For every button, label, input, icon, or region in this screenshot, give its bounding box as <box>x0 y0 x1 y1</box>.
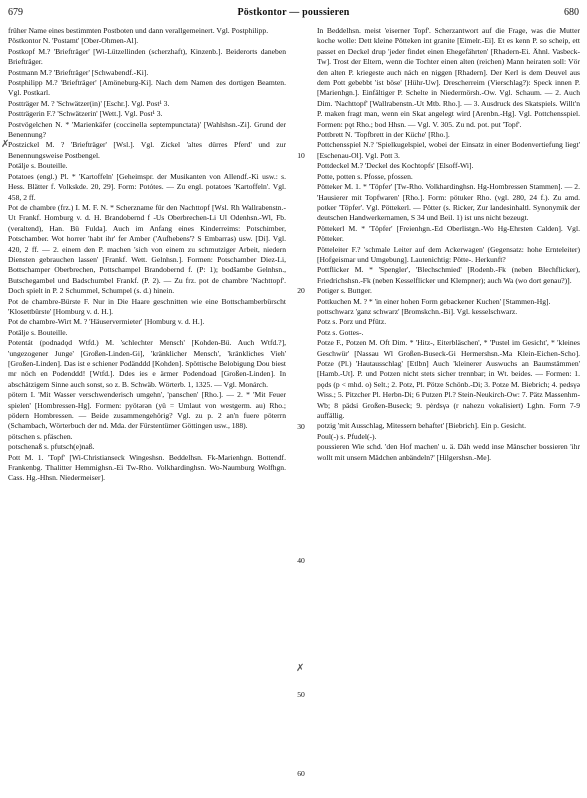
entry: Pottkuchen M. ? * 'in einer hohen Form gebackener Kuchen' [Stammen-Hg]. <box>317 296 551 306</box>
line-number: 10 <box>297 151 305 160</box>
right-column <box>317 26 580 790</box>
entry: Pott M. 1. 'Topf' [Wi-Christianseck Wingeshsn. Beddelhsn. Fk-Marienhgn. Bottendf. Frankenbg. Thalitter Hemmighsn.-Ei Tw-Rho. Volkhardinghsn. Wo-Naumburg Wolfhgn. Cass. Hg.-Hhsn. Niedermeiser]. <box>8 452 286 483</box>
line-number: 30 <box>297 422 305 431</box>
entry: Pötteker M. 1. * 'Töpfer' [Tw-Rho. Volkhardinghsn. Hg-Hombressen Stammen]. — 2. 'Hausierer mit Topfwaren' [Rho.]. Form: pötuker Rho. (vgl. 280, 24 f.). Zu amd. potker 'Töpfer'. Vgl. Pöttekerl. — Pötter (s. Ricker, Zur landesinhaltl. Synonymik der deutschen Handwerkernamen, S 34 und Beil. 1) ist uns nicht bezeugt. <box>317 182 580 223</box>
line-number: 60 <box>297 769 305 778</box>
entry: Potiger s. Buttger. <box>317 286 372 296</box>
entry: Pottchensspiel N.? 'Spielkugelspiel, wobei der Einsatz in einer Bodenvertiefung liegt' [Eschenau-Ol]. Vgl. Pott 3. <box>317 140 580 160</box>
entry: Potz s. Porz und Pfütz. <box>317 317 387 327</box>
line-number-gutter <box>291 26 313 790</box>
entry: Pottdeckel M.? 'Deckel des Kochtopfs' [Elsoff-Wi]. <box>317 161 474 171</box>
entry: Postvögelchen N. * 'Marienkäfer (coccinella septempunctata)' [Wahlshsn.-Zi]. Grund der Benennung? <box>8 119 286 140</box>
entry: Potälje s. Bouteille. <box>8 327 68 337</box>
entry: Potälje s. Bouteille. <box>8 161 68 171</box>
entry: pötschen s. pfäschen. <box>8 431 73 441</box>
entry: potschenaß s. pfutsch(e)naß. <box>8 442 95 452</box>
entry: Pötteleiter F.? 'schmale Leiter auf dem Ackerwagen' (Gegensatz: hohe Ernteleiter) [Hofgeismar und Umgebung]. Lautenichtig: Pötte-. Herkunft? <box>317 244 580 264</box>
entry: In Beddelhsn. meist 'eiserner Topf'. Scherzantwort auf die Frage, was die Mutter koche wolle: Dett kleine Pötteken int granite [Eimelr.-Ei]. Et es kenn P. so scheip, ett passet en Deckel drup 'jeder findet einen Ehegefährten' [Rhadern-Ei. Ähnl. Vasbeck-Tw]. Trost der Eltern, wenn die Tochter einen alten (reichen) Mann heiraten soll: Vör den alten P. kriegeste auch nách en niggen [Rhadern]. Der Kerl is dem Deuvel aus dem Pott gebebbt 'ist böse' [Hühr-Uw]. Drescherreim (Vierschlag?): Speck innen P. [Marienhgn.]. Einfältiger P. Schelte in Niedermörsh.-Ow. Vgl. Schaum. — 2. Auch Dim. 'Nachttopf' [Wallrabenstn.-Ut Mtb. Rho.]. — 3. Ausdruck des Skatspiels. Willt'n P. maken fragt man, wenn ein Skat angelegt wird [Arenbn.-Hg]. Vgl. Pottchensspiel. Formen: pǫt Rho.; bod Hhsn. — Vgl. V. 305. Zu nd. pot. put 'Topf'. <box>317 26 580 129</box>
entry: Postmann M.? 'Briefträger' [Schwabendf.-Ki]. <box>8 67 149 77</box>
entry: Poul(-) s. Pfudel(-). <box>317 431 377 441</box>
page-number-left: 679 <box>8 7 23 18</box>
entry: Pottflicker M. * 'Spengler', 'Blechschmied' [Rodenb.-Fk (neben Blechflicker), Friedrichshsn.-Fk (neben Kesselflicker und Klempner); auch Wa (wo dort genau?)]. <box>317 265 580 285</box>
entry: früher Name eines bestimmten Postboten und dann verallgemeinert. Vgl. Postphilipp. <box>8 26 269 35</box>
line-number: 20 <box>297 286 305 295</box>
entry: poussieren Wie schd. 'den Hof machen' u. ä. Däh wedd inse Mänscher bossieren 'ihr wollt mit unsern Mädchen anbändeln?' [Hilgershsn.-Me]. <box>317 442 580 462</box>
entry: Potentát (podnadǫd Wtfd.) M. 'schlechter Mensch' [Kohden-Bü. Auch Wtfd.?], 'ungezogener Junge' [Großen-Linden-Gi], 'kränklicher Mensch', 'kränkliches Vieh' [Großen-Linden]. Das ist e schiener Podänddd [Kohden]. Spöttische Belobigung Dou biest mr nöch en Podenddd! [Wtfd.]. Ddes ies e ärmer Podendoad [Großen-Linden]. In abschätzigem Sinne auch sonst, so z. B. Schwäb. Wörterb. 1, 1325. — Vgl. Monárch. <box>8 338 286 389</box>
line-number: 40 <box>297 556 305 565</box>
entry: Pöstkontor N. 'Postamt' [Ober-Ohmen-Al]. <box>8 36 139 46</box>
entry: pötern I. 'Mit Wasser verschwenderisch umgehn', 'panschen' [Rho.]. — 2. * 'Mit Feuer spielen' [Hombressen-Hg]. Formen: pyötərən (yü = Umlaut von westgerm. au) Rho.; pödern Hombressen. — Beide zusammengehörig? Vgl. zu p. 2 an'n fuere pöterrn (Schambach, Wörterbuch der nd. Mda. der Fürstentümer Göttingen usw., 188). <box>8 390 286 431</box>
entry: Potze F., Potzen M. Oft Dim. * 'Hitz-, Eiterbläschen', * 'Pustel im Gesicht', * 'kleines Geschwür' [Nassau Wl Großen-Buseck-Gi Hermershsn.-Ma Klein-Eichen-Scho]. Potze (Pl.) 'Hautausschlag' [Etlbn] Auch 'kleinerer Auswuchs an Baumstämmen' [Hamb.-Ut]. P. und Potzen nicht stets sicher trennbar; in Wt. beides. — Formen: 1. pǫds (p < mhd. o) Selt.; 2. Potz, Pl. Pötze Schönb.-Di; 3. Potze M. Biebrich; 4. pedsγə Wiss.; 5. Pitzcher Pl. Herbn-Di; 6 Putzen Pl.? Stein-Neukirch-Ow: 7. Pätz Massenhm-Wb; 8 pädsi Großen-Buseck; 9. pėrdsγə (r nahezu vokalisiert) Lghn. Form 7-9 auffällig. <box>317 338 580 421</box>
entry: Postkopf M.? 'Briefträger' [Wi-Lützellinden (scherzhaft), Kinzenb.]. Beiderorts daneben Briefträger. <box>8 46 286 67</box>
entry: potzig 'mit Ausschlag, Mitessern behaftet' [Biebrich]. Ein p. Gesicht. <box>317 421 526 431</box>
entry: Pottbrett N. 'Topfbrett in der Küche' [Rho.]. <box>317 130 450 140</box>
margin-mark: ✗ <box>1 139 10 150</box>
running-header <box>8 6 579 20</box>
entry: pottschwarz 'ganz schwarz' [Bromskchn.-Bi]. Vgl. kesselschwarz. <box>317 306 518 316</box>
page-number-right: 680 <box>564 7 579 18</box>
entry: Postzickel M. ? 'Briefträger' [Wsl.]. Vgl. Zickel 'altes dürres Pferd' und zur Benennungsweise Postbengel. <box>8 140 286 160</box>
running-title: Pöstkontor — poussieren <box>237 7 350 18</box>
entry: Pot de chambre (frz.) I. M. F. N. * Scherzname für den Nachttopf [Wsl. Rh Wallrabenstn.-Ut Frankf. Homburg v. d. H. Brandobernd f -Us Oberbrechen-Li Ul Odenhsn.-Wl, Fb. (veraltend), Han. Bü Fulda]. Auch im Anfang eines Kinderreims: Potschimber, Potschamber. Wot horrer 'habt ihr' fer Amber ('Aufhebens'? S Embarras) usw. [Di]. Vgl. 420, 2 ff. — 2. einem den P. machen 'sich von einem zu schmutziger Arbeit, niedern Diensten gebrauchen lassen' [Frankf. Wett. Gelnhsn.]. Formen: Potschamber Diez-Li, Bottschamper Oberbrechen, Pottschampel Brandobernd f. (P: 1); bodšambe Gelnhsn., Butschegambel und Badschumbel Frankf. (P. 2). — Zu frz. pot de chambre 'Nachttopf'. Doch spielt in P. 2 Schummel, Schumpel (s. d.) hinein. <box>8 202 286 296</box>
entry: Pöttekerl M. * 'Töpfer' [Freienhgn.-Ed Oberlistgn.-Wo Hg-Ehrsten Calden]. Vgl. Pötteker. <box>317 223 580 244</box>
entry: Postphilipp M.? 'Briefträger' [Amöneburg-Ki]. Nach dem Namen des dortigen Beamten. Vgl. Postkarl. <box>8 78 286 98</box>
entry: Potz s. Gottes-. <box>317 327 364 337</box>
entry: Pot de chambre-Bürste F. Nur in Die Haare geschnitten wie eine Bottschamberbürscht 'Klosettbürste' [Homburg v. d. H.]. <box>8 296 286 316</box>
entry: Postträgerin F.? 'Schwätzerin' [Wett.]. Vgl. Post¹ 3. <box>8 109 163 119</box>
line-number: 50 <box>297 690 305 699</box>
entry: Potatoes (engl.) Pl. * 'Kartoffeln' [Geheimspr. der Musikanten von Allendf.-Ki usw.: s. Hess. Blätter f. Volkskde. 20, 29]. Form: Potótes. — Zu engl. potatoes 'Kartoffeln'. Vgl. 458, 2 ff. <box>8 171 286 202</box>
margin-mark: ✗ <box>296 663 305 674</box>
entry: Potte, potten s. Pfosse, pfossen. <box>317 171 413 181</box>
entry: Pot de chambre-Wirt M. ? 'Häuservermieter' [Homburg v. d. H.]. <box>8 317 205 327</box>
entry: Postträger M. ? 'Schwätzer(in)' [Eschr.]. Vgl. Post¹ 3. <box>8 98 170 108</box>
left-column <box>8 26 286 790</box>
